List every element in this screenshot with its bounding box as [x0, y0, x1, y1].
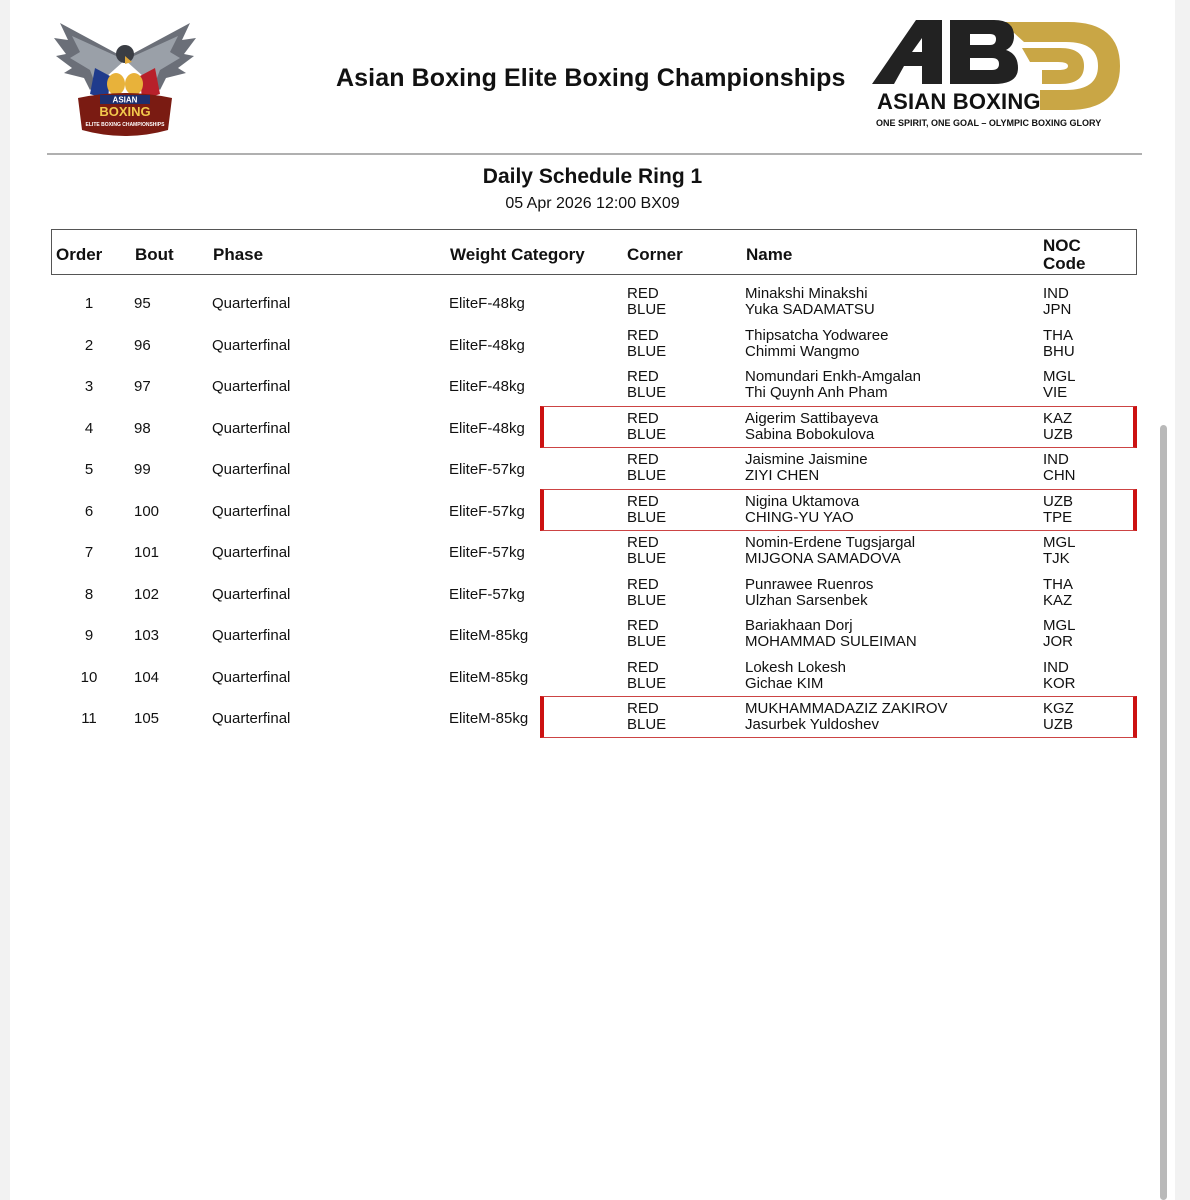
corner-cell — [627, 494, 666, 526]
corner-blue: BLUE — [627, 301, 667, 318]
noc-red: THA — [1043, 575, 1073, 593]
noc-blue: UZB — [1043, 716, 1073, 733]
weight-cell: EliteM-85kg — [449, 668, 529, 686]
corner-red: RED — [627, 575, 659, 593]
name-red: Minakshi Minakshi — [745, 285, 868, 302]
corner-blue: BLUE — [627, 467, 667, 484]
table-row — [51, 615, 1141, 657]
name-red: Punrawee Ruenros — [745, 575, 874, 593]
noc-blue: KOR — [1043, 674, 1076, 692]
name-blue: MOHAMMAD SULEIMAN — [745, 633, 917, 650]
noc-red: KAZ — [1043, 409, 1073, 427]
abd-logo-icon — [872, 18, 1122, 133]
noc-blue: JPN — [1043, 301, 1072, 318]
table-row — [51, 491, 1141, 533]
col-name: Name — [746, 245, 793, 264]
corner-blue: BLUE — [627, 425, 667, 443]
col-noc-line2: Code — [1043, 254, 1086, 273]
weight-cell: EliteF-57kg — [449, 544, 525, 561]
noc-cell — [1043, 701, 1074, 733]
order-cell: 10 — [80, 668, 98, 686]
corner-blue: BLUE — [627, 550, 667, 567]
bout-cell: 100 — [134, 502, 160, 520]
phase-cell: Quarterfinal — [212, 627, 291, 644]
col-weight: Weight Category — [450, 245, 585, 264]
weight-cell: EliteF-57kg — [449, 585, 525, 603]
corner-cell — [627, 535, 666, 567]
phase-cell: Quarterfinal — [212, 419, 291, 437]
name-cell — [745, 577, 873, 609]
weight-cell: EliteF-48kg — [449, 295, 525, 312]
table-row — [51, 698, 1141, 740]
name-cell — [745, 618, 917, 650]
table-row — [51, 574, 1141, 616]
corner-cell — [627, 369, 666, 401]
table-header — [51, 229, 1137, 275]
weight-cell: EliteF-57kg — [449, 461, 525, 478]
schedule-page — [10, 0, 1175, 1200]
name-blue: Chimmi Wangmo — [745, 342, 860, 360]
corner-blue: BLUE — [627, 591, 667, 609]
name-red: MUKHAMMADAZIZ ZAKIROV — [745, 700, 948, 717]
noc-red: MGL — [1043, 617, 1076, 634]
phase-cell: Quarterfinal — [212, 295, 291, 312]
noc-cell — [1043, 328, 1075, 360]
weight-cell: EliteF-48kg — [449, 336, 525, 354]
col-phase: Phase — [213, 245, 264, 264]
col-noc-line1: NOC — [1043, 236, 1081, 255]
noc-blue: JOR — [1043, 633, 1073, 650]
name-red: Nomundari Enkh-Amgalan — [745, 368, 921, 385]
corner-blue: BLUE — [627, 342, 667, 360]
name-red: Jaismine Jaismine — [745, 451, 868, 468]
weight-cell: EliteF-48kg — [449, 419, 525, 437]
org-name: ASIAN BOXING — [877, 89, 1041, 114]
bout-cell: 97 — [134, 378, 151, 395]
corner-cell — [627, 701, 666, 733]
name-cell — [745, 369, 921, 401]
noc-cell — [1043, 577, 1073, 609]
corner-red: RED — [627, 700, 659, 717]
bout-cell: 102 — [134, 585, 160, 603]
col-order: Order — [56, 245, 103, 264]
corner-blue: BLUE — [627, 633, 667, 650]
name-red: Nigina Uktamova — [745, 492, 860, 510]
noc-red: KGZ — [1043, 700, 1074, 717]
bout-cell: 101 — [134, 544, 160, 561]
name-blue: Thi Quynh Anh Pham — [745, 384, 888, 401]
org-tagline: ONE SPIRIT, ONE GOAL – OLYMPIC BOXING GLORY — [876, 118, 1102, 128]
order-cell: 6 — [84, 502, 94, 520]
weight-cell: EliteF-48kg — [449, 378, 525, 395]
name-blue: CHING-YU YAO — [745, 508, 854, 526]
noc-red: MGL — [1043, 534, 1076, 551]
noc-cell — [1043, 452, 1076, 484]
noc-cell — [1043, 286, 1071, 318]
corner-red: RED — [627, 492, 659, 510]
name-cell — [745, 452, 868, 484]
phase-cell: Quarterfinal — [212, 502, 291, 520]
phase-cell: Quarterfinal — [212, 461, 291, 478]
corner-cell — [627, 618, 666, 650]
col-corner: Corner — [627, 245, 683, 264]
order-cell: 5 — [84, 461, 94, 478]
table-row — [51, 325, 1141, 367]
noc-blue: TPE — [1043, 508, 1073, 526]
noc-cell — [1043, 660, 1076, 692]
bout-cell: 98 — [134, 419, 151, 437]
order-cell: 1 — [84, 295, 94, 312]
noc-blue: VIE — [1043, 384, 1068, 401]
corner-blue: BLUE — [627, 716, 667, 733]
name-cell — [745, 535, 915, 567]
schedule-subtitle: 05 Apr 2026 12:00 BX09 — [505, 195, 680, 212]
corner-red: RED — [627, 326, 659, 344]
corner-red: RED — [627, 409, 659, 427]
weight-cell: EliteM-85kg — [449, 627, 529, 644]
table-row — [51, 283, 1141, 325]
name-cell — [745, 411, 878, 443]
order-cell: 4 — [84, 419, 94, 437]
table-row — [51, 366, 1141, 408]
phase-cell: Quarterfinal — [212, 544, 291, 561]
name-cell — [745, 328, 888, 360]
phase-cell: Quarterfinal — [212, 585, 291, 603]
bout-cell: 99 — [134, 461, 151, 478]
scrollbar[interactable] — [1160, 425, 1167, 1200]
noc-cell — [1043, 369, 1076, 401]
corner-cell — [627, 660, 666, 692]
corner-cell — [627, 577, 666, 609]
noc-red: UZB — [1043, 492, 1073, 510]
name-blue: ZIYI CHEN — [745, 467, 820, 484]
name-blue: Sabina Bobokulova — [745, 425, 875, 443]
weight-cell: EliteF-57kg — [449, 502, 525, 520]
header-divider — [47, 153, 1142, 155]
svg-text:ELITE BOXING CHAMPIONSHIPS: ELITE BOXING CHAMPIONSHIPS — [85, 122, 165, 128]
phase-cell: Quarterfinal — [212, 668, 291, 686]
corner-red: RED — [627, 617, 659, 634]
event-title: Asian Boxing Elite Boxing Championships — [336, 64, 846, 92]
bout-cell: 105 — [134, 710, 160, 727]
noc-red: MGL — [1043, 368, 1076, 385]
noc-red: THA — [1043, 326, 1073, 344]
name-blue: Jasurbek Yuldoshev — [745, 716, 879, 733]
order-cell: 8 — [84, 585, 94, 603]
noc-red: IND — [1043, 451, 1069, 468]
corner-cell — [627, 286, 666, 318]
name-red: Thipsatcha Yodwaree — [745, 326, 889, 344]
phase-cell: Quarterfinal — [212, 336, 291, 354]
corner-red: RED — [627, 285, 659, 302]
corner-cell — [627, 411, 666, 443]
table-row — [51, 657, 1141, 699]
table-row — [51, 532, 1141, 574]
phase-cell: Quarterfinal — [212, 710, 291, 727]
name-red: Nomin-Erdene Tugsjargal — [745, 534, 916, 551]
svg-text:BOXING: BOXING — [99, 104, 151, 119]
noc-blue: CHN — [1043, 467, 1076, 484]
name-red: Lokesh Lokesh — [745, 658, 846, 676]
schedule-title: Daily Schedule Ring 1 — [482, 165, 703, 188]
corner-red: RED — [627, 534, 659, 551]
noc-cell — [1043, 618, 1076, 650]
name-blue: Gichae KIM — [745, 674, 824, 692]
order-cell: 9 — [84, 627, 94, 644]
corner-red: RED — [627, 368, 659, 385]
noc-blue: BHU — [1043, 342, 1075, 360]
name-blue: Yuka SADAMATSU — [745, 301, 875, 318]
name-red: Bariakhaan Dorj — [745, 617, 853, 634]
noc-cell — [1043, 494, 1073, 526]
phase-cell: Quarterfinal — [212, 378, 291, 395]
table-row — [51, 408, 1141, 450]
noc-blue: TJK — [1043, 550, 1070, 567]
noc-cell — [1043, 411, 1073, 443]
corner-red: RED — [627, 451, 659, 468]
name-cell — [745, 701, 948, 733]
bout-cell: 103 — [134, 627, 160, 644]
col-bout: Bout — [135, 245, 174, 264]
svg-text:ASIAN: ASIAN — [112, 95, 138, 105]
corner-red: RED — [627, 658, 659, 676]
order-cell: 3 — [84, 378, 94, 395]
table-row — [51, 449, 1141, 491]
name-cell — [745, 286, 875, 318]
order-cell: 2 — [84, 336, 94, 354]
noc-red: IND — [1043, 658, 1069, 676]
name-cell — [745, 660, 846, 692]
noc-blue: KAZ — [1043, 591, 1073, 609]
weight-cell: EliteM-85kg — [449, 710, 529, 727]
corner-blue: BLUE — [627, 508, 667, 526]
bout-cell: 95 — [134, 295, 151, 312]
bout-cell: 104 — [134, 668, 160, 686]
corner-blue: BLUE — [627, 674, 667, 692]
noc-red: IND — [1043, 285, 1069, 302]
corner-blue: BLUE — [627, 384, 667, 401]
order-cell: 11 — [81, 710, 97, 727]
order-cell: 7 — [84, 544, 94, 561]
corner-cell — [627, 452, 666, 484]
noc-blue: UZB — [1043, 425, 1073, 443]
name-red: Aigerim Sattibayeva — [745, 409, 879, 427]
noc-cell — [1043, 535, 1076, 567]
corner-cell — [627, 328, 666, 360]
eagle-emblem-icon — [50, 18, 200, 140]
name-blue: Ulzhan Sarsenbek — [745, 591, 868, 609]
document-header — [10, 0, 1175, 160]
bout-cell: 96 — [134, 336, 151, 354]
name-cell — [745, 494, 859, 526]
col-noc — [1043, 237, 1086, 273]
name-blue: MIJGONA SAMADOVA — [745, 550, 901, 567]
